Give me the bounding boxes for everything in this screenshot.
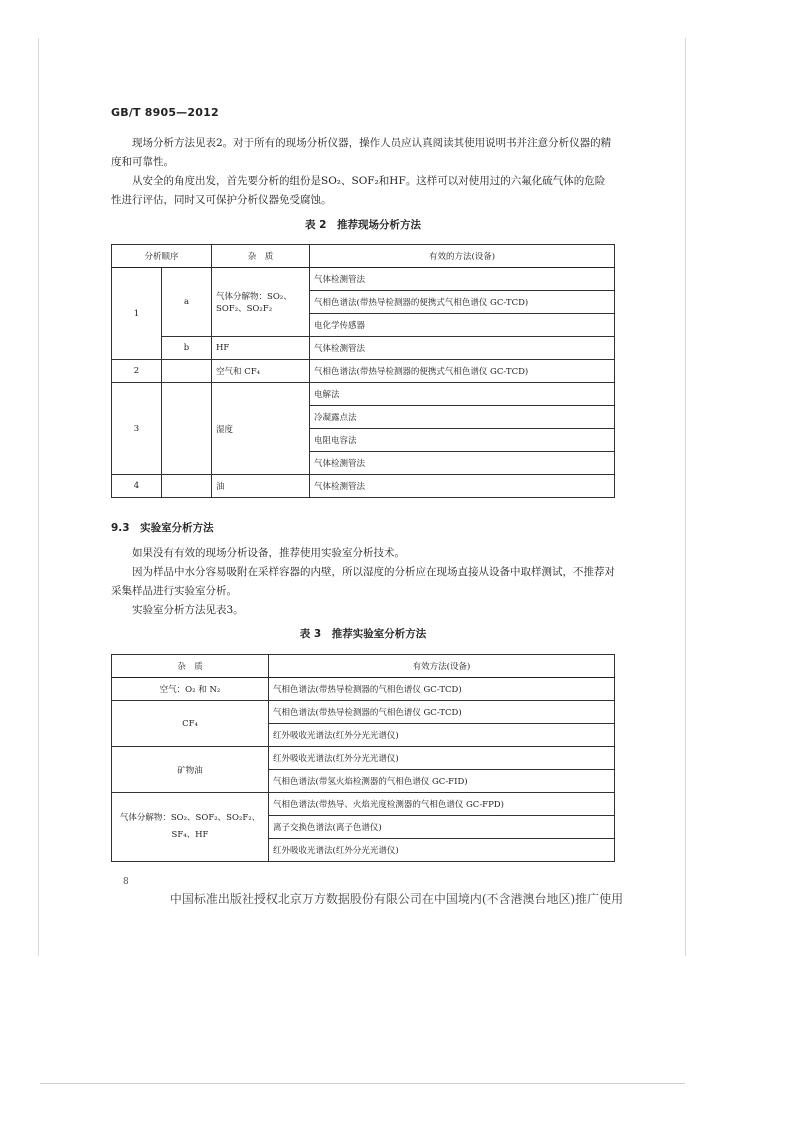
- t3-impurity-cf4: CF₄: [112, 701, 269, 747]
- section-9-3-title: 9.3 实验室分析方法: [111, 522, 214, 534]
- t2-method: 气体检测管法: [310, 268, 615, 291]
- t3-method: 气相色谱法(带氢火焰检测器的气相色谱仪 GC-FID): [269, 770, 615, 793]
- t2-impurity-oil: 油: [212, 475, 310, 498]
- footer-notice: 中国标准出版社授权北京万方数据股份有限公司在中国境内(不含港澳台地区)推广使用: [169, 892, 624, 906]
- t2-empty-cell: [162, 475, 212, 498]
- t2-order-4: 4: [112, 475, 162, 498]
- t2-header-order: 分析顺序: [112, 245, 212, 268]
- t2-impurity-humidity: 湿度: [212, 383, 310, 475]
- t3-impurity-decomposition: 气体分解物：SO₂、SOF₂、SO₂F₂、SF₄、HF: [112, 793, 269, 862]
- t2-method: 气体检测管法: [310, 475, 615, 498]
- section-9-3-paragraph-1: 如果没有有效的现场分析设备，推荐使用实验室分析技术。: [132, 547, 405, 559]
- t2-method: 电化学传感器: [310, 314, 615, 337]
- t2-sub-a: a: [162, 268, 212, 337]
- t2-order-2: 2: [112, 360, 162, 383]
- t3-impurity-air: 空气：O₂ 和 N₂: [112, 678, 269, 701]
- table2: [111, 244, 615, 498]
- t3-header-method: 有效方法(设备): [269, 655, 615, 678]
- t2-method: 气体检测管法: [310, 452, 615, 475]
- t2-header-impurity: 杂 质: [212, 245, 310, 268]
- t2-order-3: 3: [112, 383, 162, 475]
- t3-method: 气相色谱法(带热导、火焰光度检测器的气相色谱仪 GC-FPD): [269, 793, 615, 816]
- t3-impurity-mineral-oil: 矿物油: [112, 747, 269, 793]
- t2-empty-cell: [162, 360, 212, 383]
- t2-impurity-hf: HF: [212, 337, 310, 360]
- section-9-3-paragraph-3: 实验室分析方法见表3。: [132, 604, 244, 616]
- page-number: 8: [123, 877, 129, 887]
- t2-method: 冷凝露点法: [310, 406, 615, 429]
- t3-method: 气相色谱法(带热导检测器的气相色谱仪 GC-TCD): [269, 678, 615, 701]
- t2-impurity-air: 空气和 CF₄: [212, 360, 310, 383]
- table2-caption: 表 2 推荐现场分析方法: [305, 219, 421, 231]
- t2-sub-b: b: [162, 337, 212, 360]
- t2-empty-cell: [162, 383, 212, 475]
- t2-header-method: 有效的方法(设备): [310, 245, 615, 268]
- t3-method: 红外吸收光谱法(红外分光光谱仪): [269, 724, 615, 747]
- t2-method: 电阻电容法: [310, 429, 615, 452]
- t2-method: 气相色谱法(带热导检测器的便携式气相色谱仪 GC-TCD): [310, 291, 615, 314]
- section-9-3-paragraph-2: 因为样品中水分容易吸附在采样容器的内壁，所以湿度的分析应在现场直接从设备中取样测试，不推荐对采集样品进行实验室分析。: [111, 566, 615, 597]
- t2-impurity-decomposition: 气体分解物：SO₂、SOF₂、SO₂F₂: [212, 268, 310, 337]
- t3-header-impurity: 杂 质: [112, 655, 269, 678]
- bottom-rule: [40, 1083, 685, 1084]
- standard-number: GB/T 8905—2012: [111, 106, 219, 119]
- t3-method: 离子交换色谱法(离子色谱仪): [269, 816, 615, 839]
- table3-caption: 表 3 推荐实验室分析方法: [299, 628, 427, 640]
- right-margin-line: [685, 38, 686, 956]
- t2-method: 气相色谱法(带热导检测器的便携式气相色谱仪 GC-TCD): [310, 360, 615, 383]
- t3-method: 红外吸收光谱法(红外分光光谱仪): [269, 747, 615, 770]
- t3-method: 气相色谱法(带热导检测器的气相色谱仪 GC-TCD): [269, 701, 615, 724]
- t3-method: 红外吸收光谱法(红外分光光谱仪): [269, 839, 615, 862]
- table3: [111, 654, 615, 862]
- t2-method: 电解法: [310, 383, 615, 406]
- intro-paragraph-1: 现场分析方法见表2。对于所有的现场分析仪器，操作人员应认真阅读其使用说明书并注意分析仪器的精度和可靠性。: [111, 137, 612, 168]
- left-margin-line: [38, 38, 39, 956]
- t2-order-1: 1: [112, 268, 162, 360]
- t2-method: 气体检测管法: [310, 337, 615, 360]
- intro-paragraph-2: 从安全的角度出发，首先要分析的组份是SO₂、SOF₂和HF。这样可以对使用过的六氟化硫气体的危险性进行评估，同时又可保护分析仪器免受腐蚀。: [111, 175, 606, 206]
